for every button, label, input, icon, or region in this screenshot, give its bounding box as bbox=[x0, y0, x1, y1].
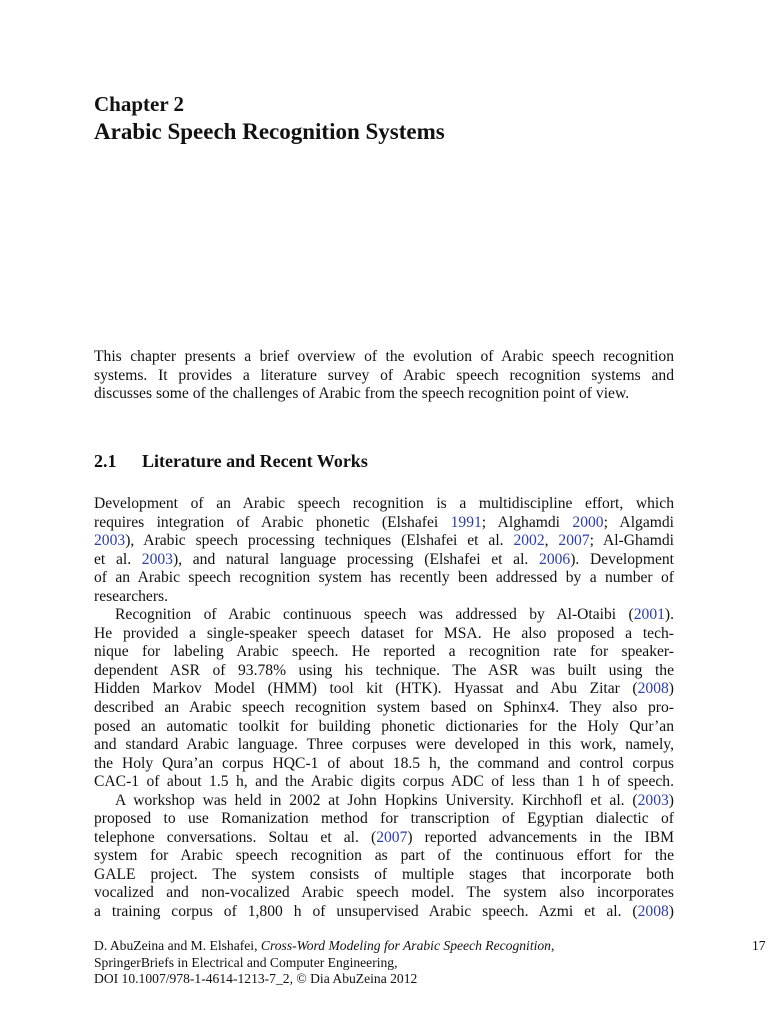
text-run: GALE project. The system consists of multiple stages that incorporate both bbox=[94, 865, 674, 883]
text-line bbox=[94, 551, 674, 570]
footer-doi: DOI 10.1007/978-1-4614-1213-7_2, © Dia AbuZeina 2012 bbox=[94, 971, 418, 987]
text-line bbox=[94, 755, 674, 774]
text-line bbox=[94, 569, 674, 588]
footer bbox=[94, 938, 674, 988]
text-line bbox=[94, 699, 674, 718]
text-run: the Holy Qura’an corpus HQC-1 of about 18.5 h, the command and control corpus bbox=[94, 754, 674, 772]
paragraph bbox=[94, 792, 674, 922]
text-run: described an Arabic speech recognition system based on Sphinx4. They also pro- bbox=[94, 699, 674, 717]
section-number: 2.1 bbox=[94, 451, 117, 471]
body-text bbox=[94, 495, 674, 922]
text-run: A workshop was held in 2002 at John Hopkins University. Kirchhofl et al. ( bbox=[115, 791, 638, 809]
abstract-line: systems. It provides a literature survey of Arabic speech recognition systems and bbox=[94, 366, 674, 384]
chapter-title: Arabic Speech Recognition Systems bbox=[94, 119, 445, 144]
abstract-line: discusses some of the challenges of Arabic from the speech recognition point of view. bbox=[94, 385, 630, 403]
footer-series: SpringerBriefs in Electrical and Computer Engineering, bbox=[94, 954, 398, 970]
citation-link[interactable]: 2003 bbox=[94, 532, 126, 550]
text-run: ), Arabic speech processing techniques (Elshafei et al. bbox=[125, 532, 514, 550]
text-run: et al. bbox=[94, 550, 142, 568]
text-line bbox=[94, 588, 674, 607]
text-line bbox=[94, 810, 674, 829]
citation-link[interactable]: 2003 bbox=[141, 550, 173, 568]
text-line bbox=[94, 736, 674, 755]
text-run: posed an automatic toolkit for building phonetic dictionaries for the Holy Qur’an bbox=[94, 717, 674, 735]
text-run: researchers. bbox=[94, 587, 169, 605]
text-line bbox=[94, 606, 674, 625]
text-run: CAC-1 of about 1.5 h, and the Arabic digits corpus ADC of less than 1 h of speech. bbox=[94, 773, 674, 791]
footer-citation-line bbox=[94, 938, 674, 955]
text-line bbox=[94, 847, 674, 866]
chapter-abstract bbox=[94, 348, 674, 404]
section-title: Literature and Recent Works bbox=[142, 451, 368, 471]
text-run: ). Development bbox=[570, 550, 675, 568]
text-run: ) bbox=[668, 903, 674, 921]
text-run: ). bbox=[664, 606, 674, 624]
paragraph bbox=[94, 495, 674, 606]
text-run: ), and natural language processing (Elshafei et al. bbox=[172, 550, 540, 568]
text-line bbox=[94, 718, 674, 737]
text-run: proposed to use Romanization method for transcription of Egyptian dialectic of bbox=[94, 810, 674, 828]
text-run: ) reported advancements in the IBM bbox=[407, 828, 674, 846]
abstract-line: This chapter presents a brief overview of the evolution of Arabic speech recognition bbox=[94, 348, 674, 365]
text-run: system for Arabic speech recognition as part of the continuous effort for the bbox=[94, 847, 674, 865]
citation-link[interactable]: 2002 bbox=[513, 532, 545, 550]
text-line bbox=[94, 532, 674, 551]
footer-book-title: Cross-Word Modeling for Arabic Speech Recognition bbox=[260, 938, 551, 953]
text-run: Hidden Markov Model (HMM) tool kit (HTK). Hyassat and Abu Zitar ( bbox=[94, 680, 638, 698]
text-run: ; Algamdi bbox=[603, 513, 674, 531]
text-line bbox=[94, 625, 674, 644]
text-run: , bbox=[544, 532, 559, 550]
text-line bbox=[94, 662, 674, 681]
text-line bbox=[94, 884, 674, 903]
chapter-label: Chapter 2 bbox=[94, 92, 185, 116]
citation-link[interactable]: 2008 bbox=[637, 903, 669, 921]
text-run: a training corpus of 1,800 h of unsupervised Arabic speech. Azmi et al. ( bbox=[94, 903, 638, 921]
text-run: requires integration of Arabic phonetic (Elshafei bbox=[94, 513, 451, 531]
section-heading bbox=[94, 450, 368, 472]
paragraph bbox=[94, 606, 674, 791]
page-number: 17 bbox=[752, 938, 766, 953]
text-line bbox=[94, 643, 674, 662]
text-line bbox=[94, 773, 674, 792]
text-run: Development of an Arabic speech recognition is a multidiscipline effort, which bbox=[94, 495, 674, 512]
text-line bbox=[94, 792, 674, 811]
text-line bbox=[94, 514, 674, 533]
text-line bbox=[94, 495, 674, 514]
citation-link[interactable]: 2001 bbox=[633, 606, 665, 624]
footer-punct: , bbox=[550, 938, 555, 953]
text-run: ; Al-Ghamdi bbox=[589, 532, 674, 550]
citation-link[interactable]: 2003 bbox=[637, 791, 669, 809]
citation-link[interactable]: 2007 bbox=[558, 532, 590, 550]
text-run: He provided a single-speaker speech dataset for MSA. He also proposed a tech- bbox=[94, 624, 674, 642]
text-run: dependent ASR of 93.78% using his technique. The ASR was built using the bbox=[94, 661, 674, 679]
text-run: Recognition of Arabic continuous speech was addressed by Al-Otaibi ( bbox=[115, 606, 634, 624]
text-run: telephone conversations. Soltau et al. ( bbox=[94, 828, 377, 846]
text-run: ; Alghamdi bbox=[481, 513, 573, 531]
text-run: of an Arabic speech recognition system has recently been addressed by a number of bbox=[94, 569, 674, 587]
text-run: vocalized and non-vocalized Arabic speech model. The system also incorporates bbox=[94, 884, 674, 902]
citation-link[interactable]: 2000 bbox=[572, 513, 604, 531]
citation-link[interactable]: 2008 bbox=[637, 680, 669, 698]
text-run: and standard Arabic language. Three corpuses were developed in this work, namely, bbox=[94, 736, 674, 754]
citation-link[interactable]: 1991 bbox=[450, 513, 482, 531]
text-line bbox=[94, 680, 674, 699]
text-run: ) bbox=[668, 680, 674, 698]
text-line bbox=[94, 829, 674, 848]
citation-link[interactable]: 2007 bbox=[376, 828, 408, 846]
text-line bbox=[94, 903, 674, 922]
footer-authors: D. AbuZeina and M. Elshafei, bbox=[94, 938, 261, 953]
text-run: ) bbox=[668, 791, 674, 809]
text-line bbox=[94, 866, 674, 885]
citation-link[interactable]: 2006 bbox=[539, 550, 571, 568]
text-run: nique for labeling Arabic speech. He reported a recognition rate for speaker- bbox=[94, 643, 674, 661]
